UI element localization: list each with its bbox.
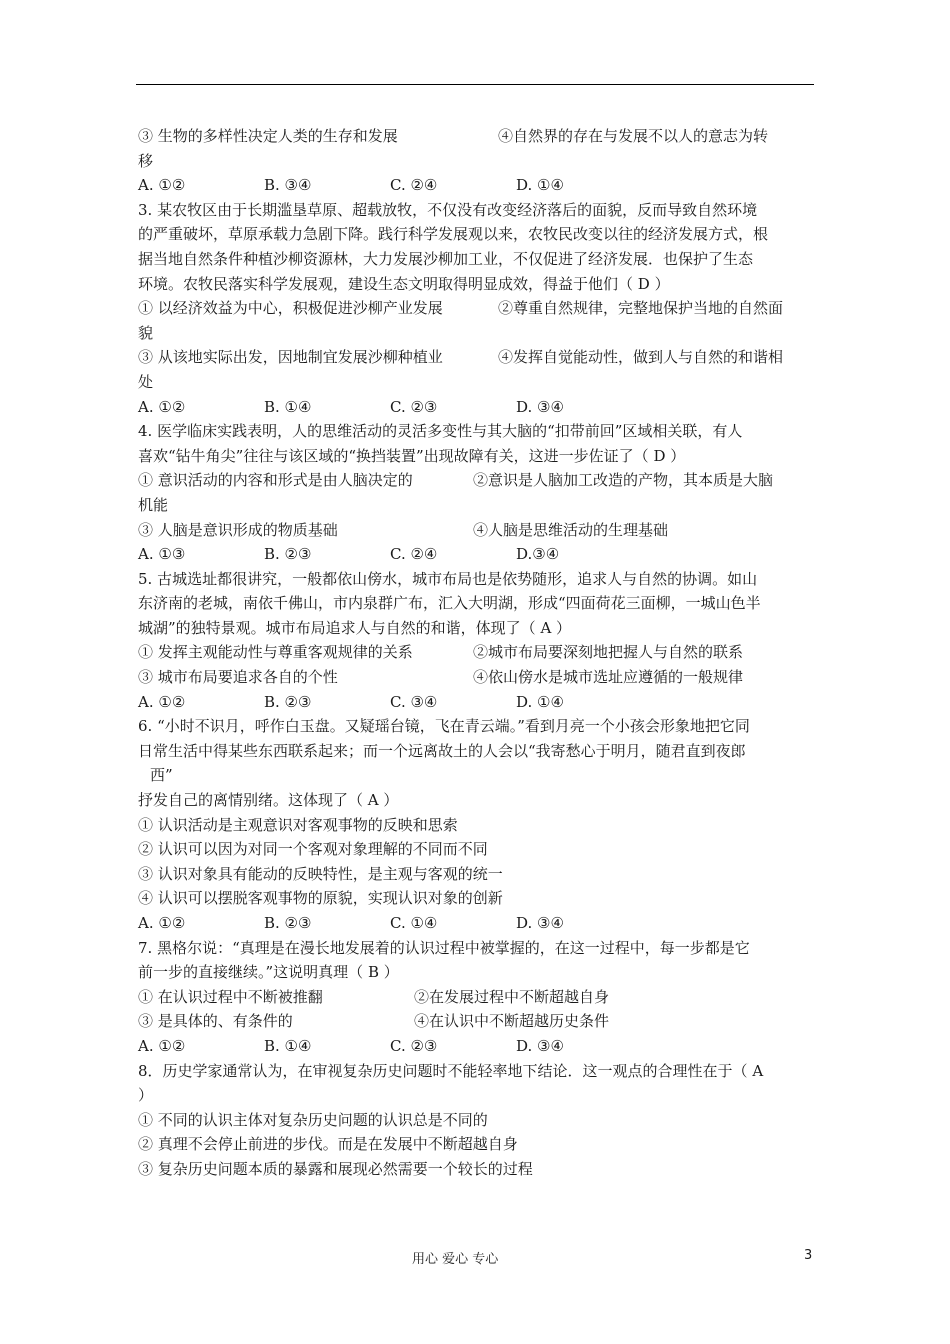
q7-options-row-2: [138, 1009, 814, 1034]
q7-choice-d: D. ③④: [516, 1036, 564, 1055]
q7-choice-c: C. ②③: [390, 1036, 438, 1055]
q5-choice-b: B. ②③: [264, 692, 312, 711]
q8-option-3: ③ 复杂历史问题本质的暴露和展现必然需要一个较长的过程: [138, 1159, 533, 1178]
q7-stem-line-2: 前一步的直接继续。”这说明真理（ B ）: [138, 963, 399, 982]
page-content: [138, 124, 814, 1182]
q3-stem-line-2: 的严重破坏，草原承载力急剧下降。践行科学发展观以来，农牧民改变以往的经济发展方式，根: [138, 225, 769, 244]
q4-choices: [138, 542, 814, 567]
q5-stem-line-2: 东济南的老城，南依千佛山，市内泉群广布，汇入大明湖，形成“四面荷花三面柳，一城山色半: [138, 594, 761, 613]
q4-choice-d: D.③④: [516, 545, 560, 564]
q2-option-4: ④自然界的存在与发展不以人的意志为转: [498, 127, 769, 145]
q8-stem-line-1: 8．历史学家通常认为，在审视复杂历史问题时不能轻率地下结论．这一观点的合理性在于（ A: [138, 1061, 764, 1080]
q5-option-3: ③ 城市布局要追求各自的个性: [138, 668, 338, 687]
q3-option-4: ④发挥自觉能动性，做到人与自然的和谐相: [498, 348, 784, 367]
q8-option-2: ② 真理不会停止前进的步伐。而是在发展中不断超越自身: [138, 1135, 518, 1154]
q2-choice-d: D. ①④: [516, 176, 564, 195]
q2-choices: [138, 173, 814, 198]
q4-option-4: ④人脑是思维活动的生理基础: [473, 520, 669, 539]
q6-stem-line-2: 日常生活中得某些东西联系起来；而一个远离故土的人会以“我寄愁心于明月，随君直到夜郎: [138, 741, 746, 760]
q4-stem-line-2: 喜欢“钻牛角尖”往往与该区域的“换挡装置”出现故障有关，这进一步佐证了（ D ）: [138, 446, 686, 465]
q3-choice-c: C. ②③: [390, 397, 438, 416]
q7-option-3: ③ 是具体的、有条件的: [138, 1012, 293, 1031]
q7-option-2: ②在发展过程中不断超越自身: [414, 987, 610, 1006]
q2-option-4-cont: 移: [138, 151, 154, 170]
q4-option-2: ②意识是人脑加工改造的产物，其本质是大脑: [473, 471, 774, 490]
q4-options-row-2: [138, 518, 814, 543]
q3-stem-line-3: 据当地自然条件种植沙柳资源林，大力发展沙柳加工业，不仅促进了经济发展．也保护了生态: [138, 249, 754, 268]
q3-option-4-cont: 处: [138, 372, 154, 391]
q6-choice-c: C. ①④: [390, 914, 438, 932]
q5-option-2: ②城市布局要深刻地把握人与自然的联系: [473, 643, 744, 662]
q3-choices: [138, 395, 814, 420]
q7-choice-a: A. ①②: [138, 1036, 186, 1055]
q4-stem-line-1: 4. 医学临床实践表明，人的思维活动的灵活多变性与其大脑的“扣带前回”区域相关联，有人: [138, 422, 743, 441]
q3-option-1: ① 以经济效益为中心，积极促进沙柳产业发展: [138, 299, 443, 318]
q4-choice-a: A. ①③: [138, 545, 186, 564]
q3-stem-line-1: 3. 某农牧区由于长期滥垦草原、超载放牧，不仅没有改变经济落后的面貌，反而导致自然环境: [138, 200, 758, 219]
q3-choice-a: A. ①②: [138, 397, 186, 416]
q3-choice-b: B. ①④: [264, 397, 312, 416]
q3-option-3: ③ 从该地实际出发，因地制宜发展沙柳种植业: [138, 348, 443, 367]
q5-choice-c: C. ③④: [390, 692, 438, 711]
q5-option-4: ④依山傍水是城市选址应遵循的一般规律: [473, 668, 744, 687]
header-rule: [136, 84, 814, 85]
q3-option-2: ②尊重自然规律，完整地保护当地的自然面: [498, 299, 784, 318]
q2-option-3: ③ 生物的多样性决定人类的生存和发展: [138, 127, 398, 145]
q6-option-2: ② 认识可以因为对同一个客观对象理解的不同而不同: [138, 840, 488, 859]
q6-stem-indented: 西”: [150, 766, 173, 785]
q6-choice-d: D. ③④: [516, 914, 564, 932]
q8-option-1: ① 不同的认识主体对复杂历史问题的认识总是不同的: [138, 1110, 488, 1129]
q6-stem-line-after: 抒发自己的离情别绪。这体现了（ A ）: [138, 791, 399, 810]
q3-choice-d: D. ③④: [516, 397, 564, 416]
q5-option-1: ① 发挥主观能动性与尊重客观规律的关系: [138, 643, 413, 662]
q5-choices: [138, 690, 814, 715]
q7-options-row-1: [138, 985, 814, 1010]
q6-stem-line-1: 6. “小时不识月，呼作白玉盘。又疑瑶台镜，飞在青云端。”看到月亮一个小孩会形象地把它同: [138, 717, 750, 736]
footer-motto: 用心 爱心 专心: [412, 1252, 499, 1267]
q5-options-row-2: [138, 665, 814, 690]
q6-choices: [138, 911, 814, 936]
q7-choices: [138, 1034, 814, 1059]
q7-stem-line-1: 7. 黑格尔说：“真理是在漫长地发展着的认识过程中被掌握的，在这一过程中，每一步都是它: [138, 938, 750, 957]
q2-choice-c: C. ②④: [390, 176, 438, 195]
q2-choice-b: B. ③④: [264, 176, 312, 195]
q2-options-row-2: [138, 124, 814, 149]
q4-choice-c: C. ②④: [390, 545, 438, 564]
q3-options-row-2: [138, 345, 814, 370]
page-number: 3: [804, 1248, 813, 1263]
q5-stem-line-1: 5. 古城选址都很讲究，一般都依山傍水，城市布局也是依势随形，追求人与自然的协调。如山: [138, 569, 758, 588]
q7-option-4: ④在认识中不断超越历史条件: [414, 1012, 610, 1031]
q6-choice-b: B. ②③: [264, 914, 312, 932]
q6-choice-a: A. ①②: [138, 914, 186, 932]
q7-option-1: ① 在认识过程中不断被推翻: [138, 987, 323, 1006]
q4-option-2-cont: 机能: [138, 495, 169, 514]
q6-option-4: ④ 认识可以摆脱客观事物的原貌，实现认识对象的创新: [138, 889, 503, 908]
q4-option-3: ③ 人脑是意识形成的物质基础: [138, 520, 338, 539]
q5-options-row-1: [138, 640, 814, 665]
q6-option-3: ③ 认识对象具有能动的反映特性，是主观与客观的统一: [138, 864, 503, 883]
q6-option-1: ① 认识活动是主观意识对客观事物的反映和思索: [138, 815, 458, 834]
q4-options-row-1: [138, 468, 814, 493]
q8-stem-line-2: ）: [138, 1086, 154, 1105]
q4-option-1: ① 意识活动的内容和形式是由人脑决定的: [138, 471, 413, 490]
q2-choice-a: A. ①②: [138, 176, 186, 195]
q5-stem-line-3: 城湖”的独特景观。城市布局追求人与自然的和谐，体现了（ A ）: [138, 618, 572, 637]
q4-choice-b: B. ②③: [264, 545, 312, 564]
q5-choice-a: A. ①②: [138, 692, 186, 711]
q7-choice-b: B. ①④: [264, 1036, 312, 1055]
q3-stem-line-4: 环境。农牧民落实科学发展观，建设生态文明取得明显成效，得益于他们（ D ）: [138, 274, 670, 293]
q3-option-2-cont: 貌: [138, 323, 154, 342]
q3-options-row-1: [138, 296, 814, 321]
q5-choice-d: D. ①④: [516, 692, 564, 711]
